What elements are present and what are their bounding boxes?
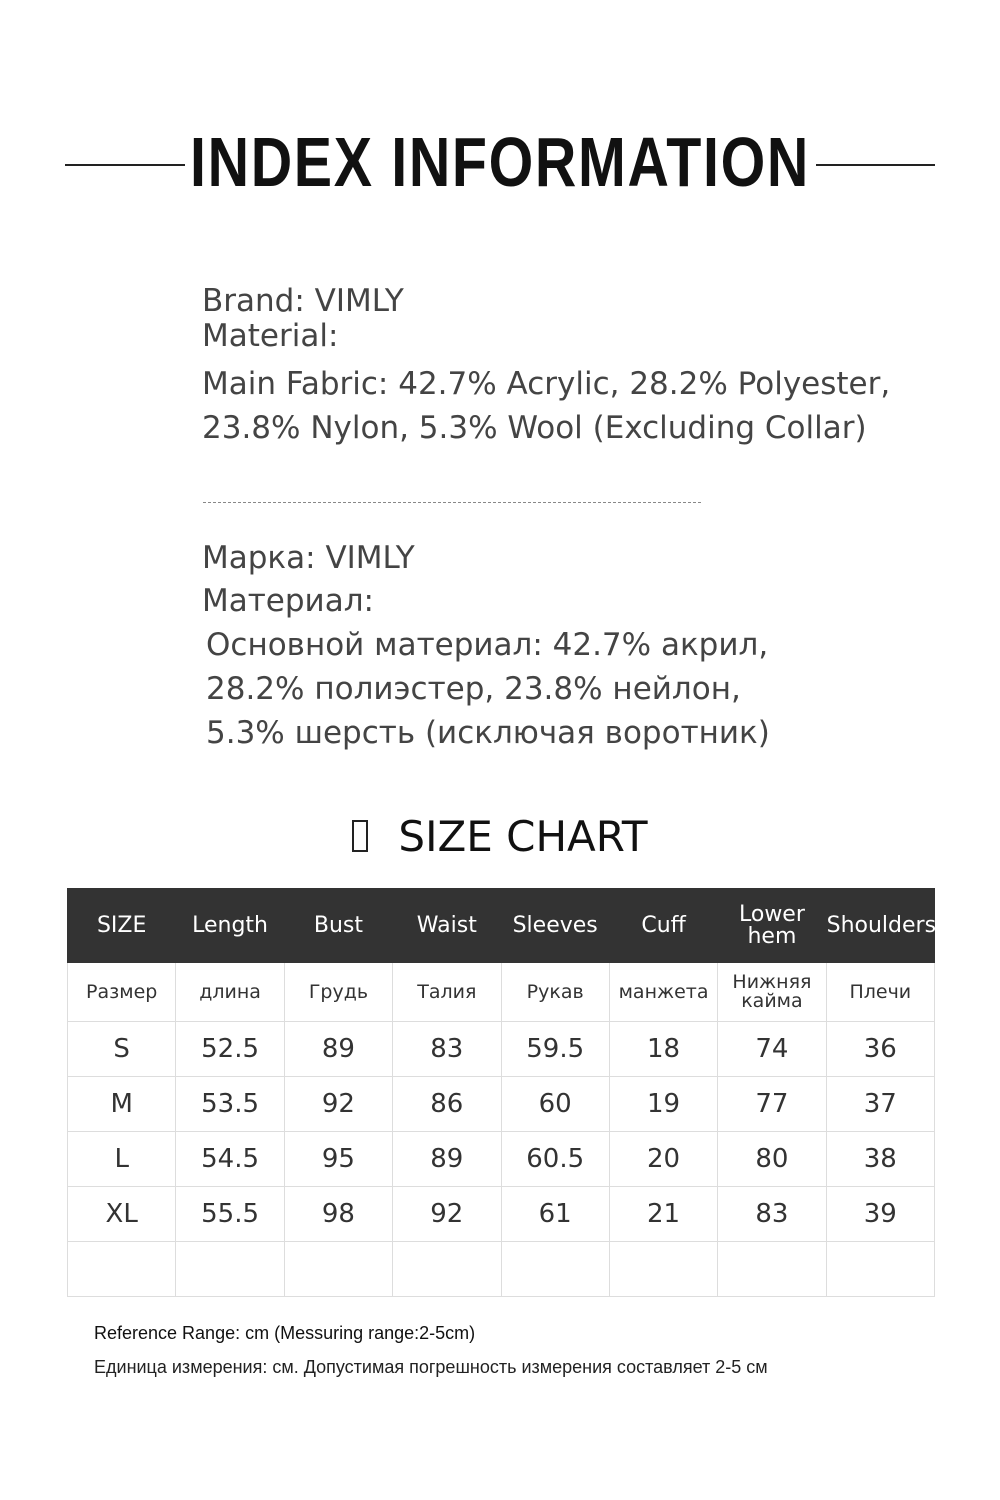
column-header-ru: Размер	[68, 963, 176, 1022]
table-cell: 86	[393, 1077, 501, 1132]
material-line1-ru: Основной материал: 42.7% акрил,	[206, 627, 769, 663]
table-cell: 89	[393, 1132, 501, 1187]
empty-cell	[826, 1242, 934, 1297]
table-cell: 74	[718, 1022, 826, 1077]
table-cell: M	[68, 1077, 176, 1132]
material-line1-en: Main Fabric: 42.7% Acrylic, 28.2% Polyester,	[202, 366, 891, 402]
column-header: Lower hem	[718, 889, 826, 963]
column-header: Sleeves	[501, 889, 609, 963]
column-header: Length	[176, 889, 284, 963]
table-row	[68, 1022, 935, 1077]
material-line3-ru: 5.3% шерсть (исключая воротник)	[206, 715, 770, 751]
table-cell: 83	[718, 1187, 826, 1242]
column-header: Bust	[284, 889, 392, 963]
table-cell: 19	[609, 1077, 717, 1132]
note-ru: Единица измерения: см. Допустимая погрешность измерения составляет 2-5 см	[94, 1357, 768, 1377]
material-line2-ru: 28.2% полиэстер, 23.8% нейлон,	[206, 671, 741, 707]
empty-row	[68, 1242, 935, 1297]
table-cell: S	[68, 1022, 176, 1077]
table-cell: 92	[393, 1187, 501, 1242]
empty-cell	[609, 1242, 717, 1297]
empty-cell	[176, 1242, 284, 1297]
table-cell: 53.5	[176, 1077, 284, 1132]
table-cell: 36	[826, 1022, 934, 1077]
page-title: INDEX INFORMATION	[190, 123, 810, 201]
column-header-ru: Плечи	[826, 963, 934, 1022]
header-row-ru	[68, 963, 935, 1022]
table-cell: 77	[718, 1077, 826, 1132]
column-header-ru: Рукав	[501, 963, 609, 1022]
table-cell: 37	[826, 1077, 934, 1132]
empty-cell	[68, 1242, 176, 1297]
empty-cell	[718, 1242, 826, 1297]
column-header-ru: манжета	[609, 963, 717, 1022]
table-row	[68, 1132, 935, 1187]
table-cell: 39	[826, 1187, 934, 1242]
table-cell: 54.5	[176, 1132, 284, 1187]
table-row	[68, 1077, 935, 1132]
column-header: Shoulders	[826, 889, 934, 963]
empty-cell	[284, 1242, 392, 1297]
table-cell: 95	[284, 1132, 392, 1187]
column-header-ru: Нижняя кайма	[718, 963, 826, 1022]
ruler-icon	[352, 820, 368, 852]
column-header-ru: Грудь	[284, 963, 392, 1022]
table-cell: 92	[284, 1077, 392, 1132]
table-cell: 20	[609, 1132, 717, 1187]
brand-ru: Марка: VIMLY	[202, 540, 415, 576]
table-cell: 61	[501, 1187, 609, 1242]
empty-cell	[501, 1242, 609, 1297]
table-cell: 38	[826, 1132, 934, 1187]
size-chart-title: SIZE CHART	[398, 812, 648, 861]
divider	[203, 502, 701, 503]
table-cell: 52.5	[176, 1022, 284, 1077]
material-line2-en: 23.8% Nylon, 5.3% Wool (Excluding Collar)	[202, 410, 867, 446]
table-cell: 60	[501, 1077, 609, 1132]
table-cell: XL	[68, 1187, 176, 1242]
header-row	[68, 889, 935, 963]
empty-cell	[393, 1242, 501, 1297]
column-header: SIZE	[68, 889, 176, 963]
table-cell: 60.5	[501, 1132, 609, 1187]
table-cell: 18	[609, 1022, 717, 1077]
column-header-ru: Талия	[393, 963, 501, 1022]
column-header: Waist	[393, 889, 501, 963]
table-cell: 21	[609, 1187, 717, 1242]
brand-en: Brand: VIMLY	[202, 283, 404, 319]
table-cell: 59.5	[501, 1022, 609, 1077]
table-cell: L	[68, 1132, 176, 1187]
table-cell: 89	[284, 1022, 392, 1077]
material-label-ru: Материал:	[202, 583, 374, 619]
table-cell: 98	[284, 1187, 392, 1242]
size-chart-heading	[0, 812, 1000, 861]
table-cell: 83	[393, 1022, 501, 1077]
column-header: Cuff	[609, 889, 717, 963]
note-en: Reference Range: cm (Messuring range:2-5cm)	[94, 1323, 476, 1343]
material-label-en: Material:	[202, 318, 339, 354]
size-table	[67, 888, 935, 1297]
table-cell: 55.5	[176, 1187, 284, 1242]
table-row	[68, 1187, 935, 1242]
table-cell: 80	[718, 1132, 826, 1187]
column-header-ru: длина	[176, 963, 284, 1022]
